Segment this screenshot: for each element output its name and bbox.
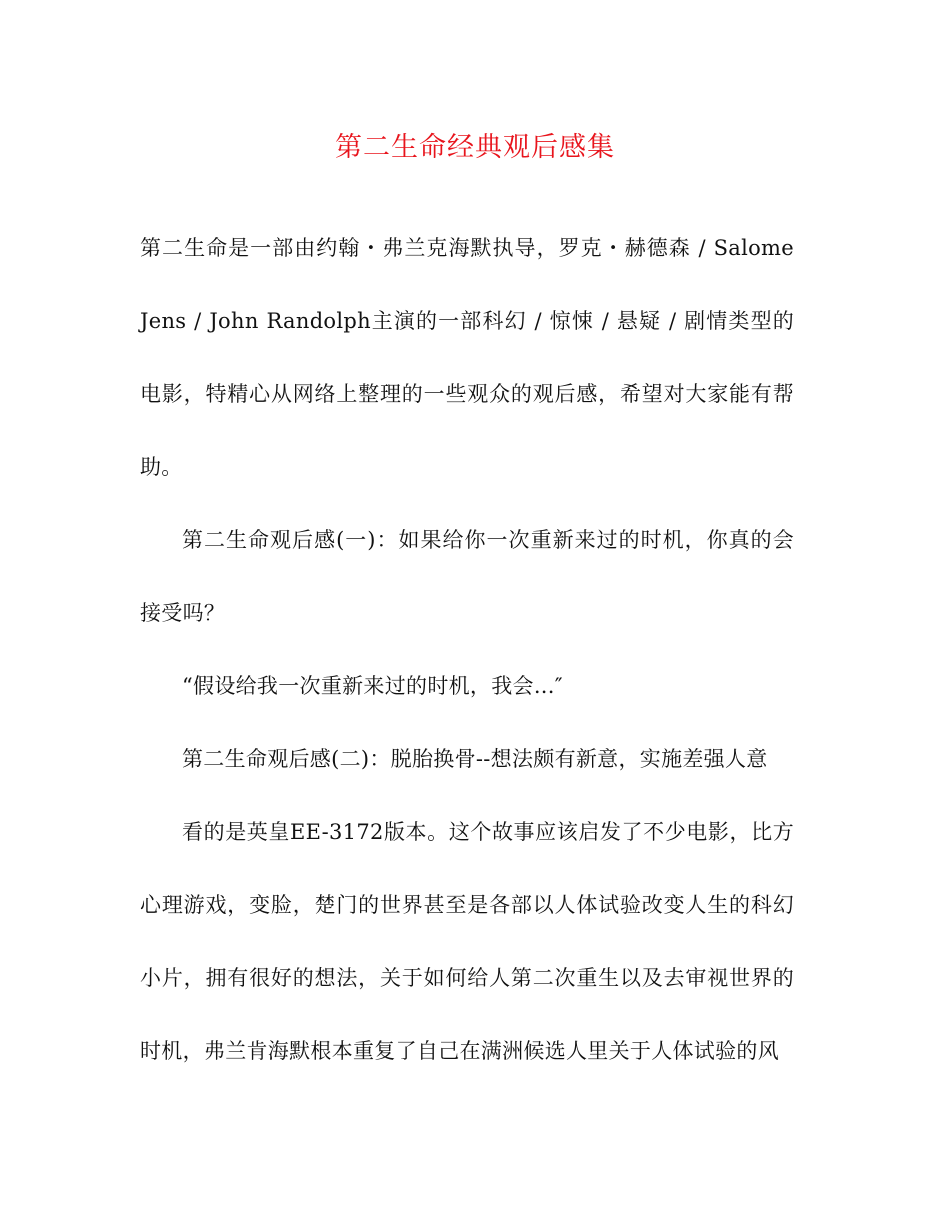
document-title: 第二生命经典观后感集 — [335, 132, 615, 163]
review-two-body: 看的是英皇EE-3172版本。这个故事应该启发了不少电影，比方心理游戏，变脸，楚门的世界甚至是各部以人体试验改变人生的科幻小片，拥有很好的想法，关于如何给人第二次重生以及去审视世界的时机，弗兰肯海默根本重复了自己在满洲候选人里关于人体试验的风 — [140, 820, 794, 1063]
review-one-heading: 第二生命观后感(一)：如果给你一次重新来过的时机，你真的会接受吗？ — [140, 528, 794, 625]
review-two-heading: 第二生命观后感(二)：脱胎换骨--想法颇有新意，实施差强人意 — [182, 747, 768, 771]
review-one-quote: “假设给我一次重新来过的时机，我会...″ — [182, 674, 563, 698]
document-body — [140, 212, 794, 1088]
intro-paragraph: 第二生命是一部由约翰・弗兰克海默执导，罗克・赫德森 / Salome Jens / John Randolph主演的一部科幻 / 惊悚 / 悬疑 / 剧情类型的电影，特精心从网络上整理的一些观众的观后感，希望对大家能有帮助。 — [140, 236, 794, 479]
